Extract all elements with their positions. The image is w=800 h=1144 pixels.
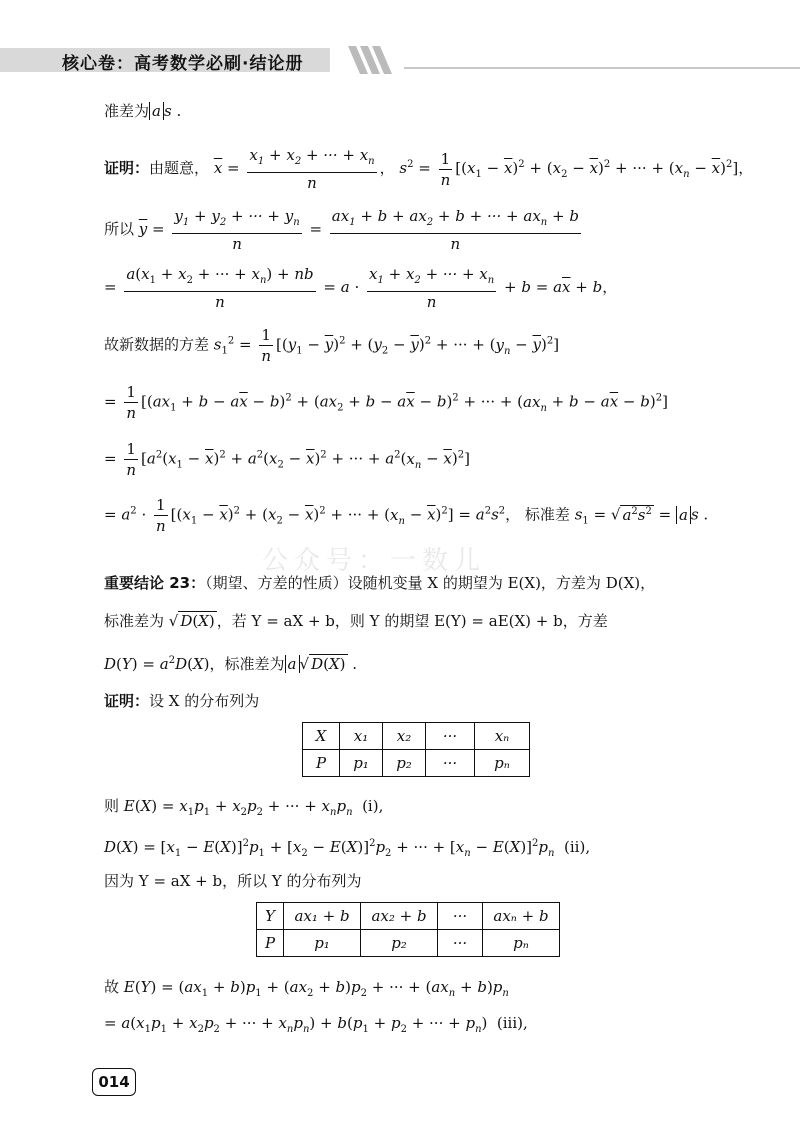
header-rule [404,67,800,69]
table-cell: p₂ [361,930,438,957]
distribution-table-x [302,722,530,777]
table-cell: Y [257,903,284,930]
table-cell: p₁ [340,750,383,777]
distribution-table-y [256,902,560,957]
table-row [257,903,560,930]
table-cell: x₁ [340,723,383,750]
table-cell: p₂ [383,750,426,777]
header-stripes [348,46,392,74]
conclusion-line-1: 重要结论 23：（期望、方差的性质）设随机变量 X 的期望为 E(X)，方差为 D(X)， [104,574,656,592]
expectation-y-line: 故 $E(Y) = (ax_1 + b)p_1 + (ax_2 + b)p_2$ + ··· + $(ax_n + b)p_n$ [104,978,509,999]
table-cell: P [257,930,284,957]
table-cell: ax₁ + b [284,903,361,930]
table-cell: pₙ [483,930,560,957]
variance-x-line: $D(X) = [x_1 - E(X)]^2p_1 + [x_2 - E(X)]^2p_2$ + ··· + $[x_n - E(X)]^2p_n$ (ii), [104,838,591,859]
table-cell: ax₂ + b [361,903,438,930]
page-header [0,40,800,76]
table-cell: p₁ [284,930,361,957]
proof-line-5: = $\frac{1}{n}$ [$(ax_1 + b - a\overline{x} - b)^2 + (ax_2 + b - a\overline{x} - b)^2$ + ··· + $(ax_n + b - a\overline{x} - b)^2$] [104,383,668,422]
table-cell: pₙ [475,750,530,777]
proof-line-2: 所以 $\overline{y}$ = $\frac{y_1 + y_2 + \cdot\cdot\cdot + y_n}{n}$ = $\frac{ax_1 + b + ax_2 + b + \cdot\cdot\cdot + ax_n + b}{n}$ [104,207,579,253]
conclusion-line-2: 标准差为 √ D(X) ，若 Y = aX + b，则 Y 的期望 E(Y) = aE(X) + b，方差 [104,612,608,630]
table-row [257,930,560,957]
expectation-y-line-2: = $a(x_1p_1 + x_2p_2$ + ··· + $x_np_n) + b(p_1 + p_2$ + ··· + $p_n$) (iii), [104,1014,528,1035]
watermark: 公众号：一数儿 [262,546,487,576]
table-cell: xₙ [475,723,530,750]
expectation-x-line: 则 $E(X) = x_1p_1 + x_2p_2$ + ··· + $x_np_n$ (i), [104,797,384,818]
proof-line-3: = $\frac{a(x_1 + x_2 + \cdot\cdot\cdot + x_n) + nb}{n}$ = a · $\frac{x_1 + x_2 + \cdot\cdot\cdot + x_n}{n}$ + $b = a\overline{x} + b$， [104,265,618,311]
table-cell: P [303,750,340,777]
proof-line-7: = $a^2$ · $\frac{1}{n}$ [$(x_1 - \overline{x})^2 + (x_2 - \overline{x})^2$ + ··· + $(x_n - \overline{x})^2] = a^2s^2$， 标准差 $s_1$ = √ $a^2s^2 = a$ s . [104,496,709,535]
table-cell: ··· [438,903,483,930]
text-line-1: 准差为 a s . [104,102,182,120]
proof-line-6: = $\frac{1}{n}$ [$a^2(x_1 - \overline{x})^2 + a^2(x_2 - \overline{x})^2$ + ··· + $a^2(x_n - \overline{x})^2$] [104,440,470,479]
conclusion-line-3: $D(Y) = a^2D(X)$，标准差为 a √ D(X) . [104,655,358,673]
proof-line-4: 故新数据的方差 $s_1^2$ = $\frac{1}{n}$ [$(y_1 - \overline{y})^2 + (y_2 - \overline{y})^2$ + ··· + $(y_n - \overline{y})^2$] [104,326,560,365]
table-cell: X [303,723,340,750]
proof2-intro: 证明：设 X 的分布列为 [104,692,260,710]
because-line: 因为 Y = aX + b，所以 Y 的分布列为 [104,872,362,890]
table-row [303,723,530,750]
table-row [303,750,530,777]
table-cell: ··· [426,750,475,777]
table-cell: x₂ [383,723,426,750]
proof-line-1: 证明：由题意， $\overline{x}$ = $\frac{x_1 + x_2 + \cdot\cdot\cdot + x_n}{n}$ ， $s^2$ = $\frac{1}{n}$ [$(x_1 - \overline{x})^2 + (x_2 - \overline{x})^2$ + ··· + $(x_n - \overline{x})^2$]， [104,146,754,192]
header-title: 核心卷：高考数学必刷·结论册 [62,54,304,74]
table-cell: ··· [426,723,475,750]
table-cell: axₙ + b [483,903,560,930]
page-number: 014 [92,1068,136,1096]
table-cell: ··· [438,930,483,957]
